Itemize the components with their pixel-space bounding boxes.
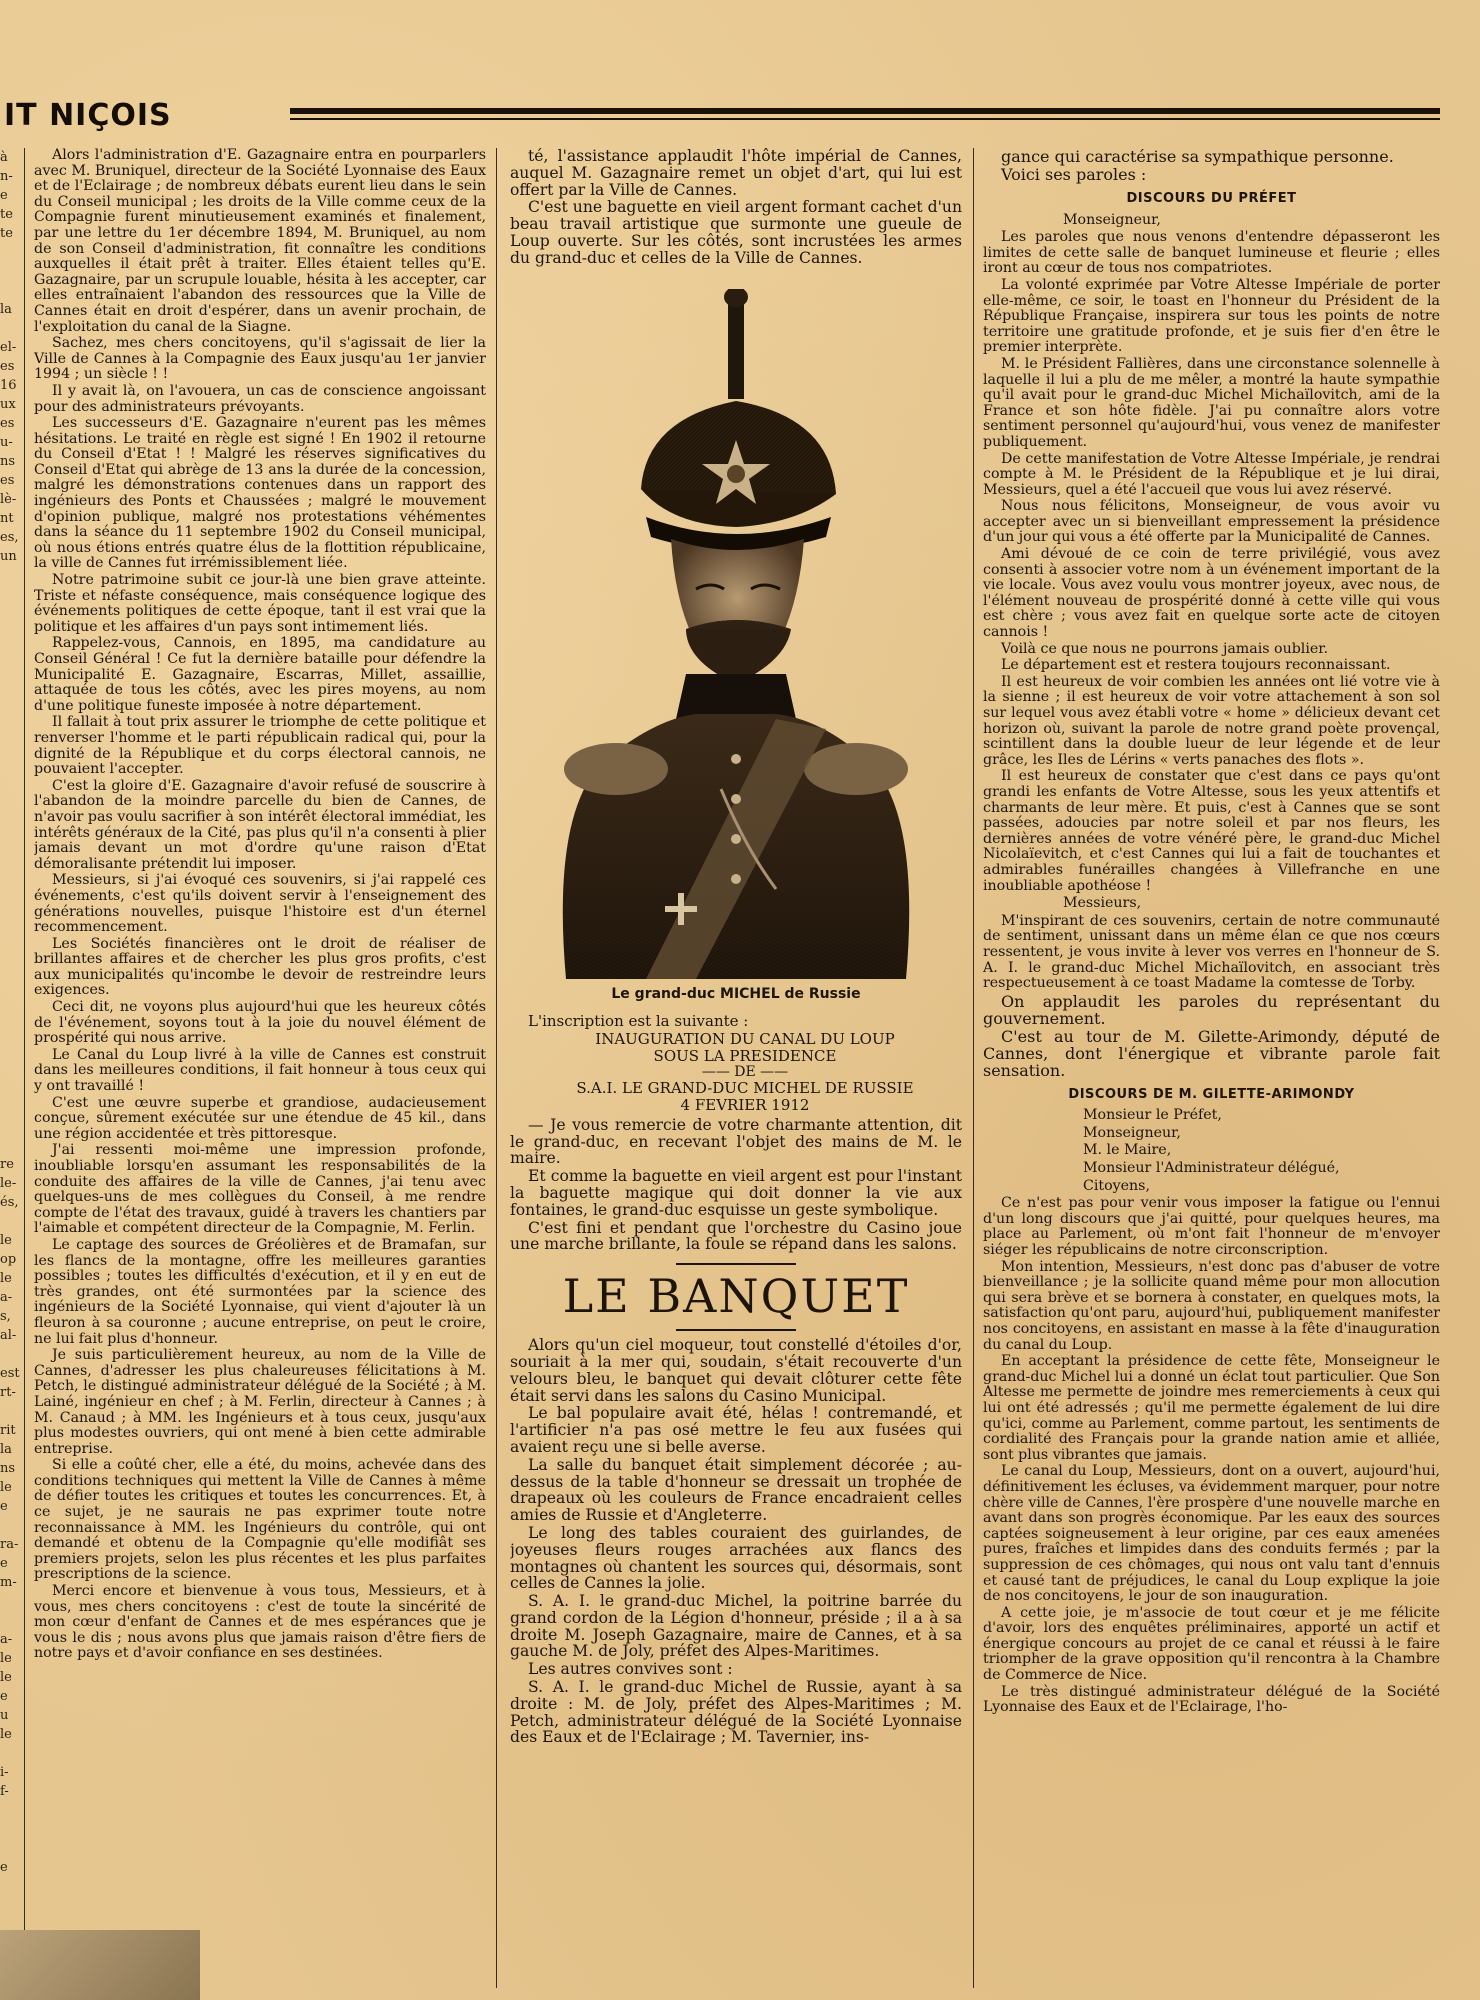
edge-fragment: [0, 813, 20, 832]
section-rule: [676, 1263, 796, 1265]
edge-fragment: [0, 319, 20, 338]
speech-heading-prefet: DISCOURS DU PRÉFET: [1126, 191, 1297, 206]
edge-fragment: [0, 1839, 20, 1858]
edge-fragment: lè-: [0, 492, 17, 507]
edge-fragment: es,: [0, 530, 19, 545]
edge-fragment: [0, 737, 20, 756]
edge-fragment: le: [0, 1233, 12, 1248]
edge-fragment: 16: [0, 378, 17, 393]
article-paragraph: C'est la gloire d'E. Gazagnaire d'avoir refusé de souscrire à l'abandon de la moindre parcelle du bien de Cannes, de n'avoir pas voulu sacrifier à son intérêt électoral immédiat, les intérêts généraux de la Cité, pas plus qu'il n'a consenti à plier jamais devant un mot d'ordre qu'une raison d'Etat démoralisante prétendit lui imposer.: [34, 777, 486, 872]
edge-fragment: [0, 1820, 20, 1839]
edge-fragment: le: [0, 1480, 12, 1495]
article-paragraph: S. A. I. le grand-duc Michel, la poitrine barrée du grand cordon de la Légion d'honneur, préside ; il a à sa droite M. Joseph Gazagnaire, maire de Cannes, et à sa gauche M. de Joly, préfet des Alpes-Maritimes.: [510, 1592, 962, 1661]
edge-fragment: [0, 1098, 20, 1117]
speech-paragraph: Les paroles que nous venons d'entendre dépasseront les limites de cette salle de banquet lumineuse et fleurie ; elles iront au cœur de tous nos compatriotes.: [983, 229, 1440, 277]
edge-fragment: [0, 566, 20, 585]
edge-fragment: f-: [0, 1784, 9, 1799]
salutation: Monseigneur,: [1063, 211, 1161, 228]
article-paragraph: La salle du banquet était simplement décorée ; au-dessus de la table d'honneur se dressait un trophée de drapeaux où les couleurs de France encadraient celles amies de Russie et d'Angleterre.: [510, 1455, 962, 1525]
edge-fragment: [0, 243, 20, 262]
portrait-engraving: [546, 289, 926, 979]
speech-paragraph: M'inspirant de ces souvenirs, certain de notre communauté de sentiment, unissant dans un même élan ce que nos cœurs ressentent, je vous invite à lever vos verres en l'honneur de S. A. I. le grand-duc Michel Michaïlovitch, en associant très respectueusement à ce toast Madame la comtesse de Torby.: [983, 912, 1440, 992]
edge-fragment: u: [0, 1708, 9, 1723]
salutation: Citoyens,: [1083, 1177, 1150, 1194]
edge-fragment: rt-: [0, 1385, 16, 1400]
edge-fragment: op: [0, 1252, 17, 1267]
edge-fragment: el-: [0, 340, 17, 355]
edge-fragment: [0, 1611, 20, 1630]
edge-fragment: ux: [0, 397, 16, 412]
inscription-de: DE: [734, 1063, 756, 1080]
speech-paragraph: La volonté exprimée par Votre Altesse Impériale de porter elle-même, ce soir, le toast en l'honneur du Président de la République Française, inspirera sur tous les points de notre territoire une gratitude profonde, et je suis fier d'en être le premier interprète.: [983, 276, 1440, 356]
edge-fragment: nt: [0, 511, 14, 526]
speech-paragraph: De cette manifestation de Votre Altesse Impériale, je rendrai compte à M. le Président de la République et je lui dirai, Messieurs, quel a été l'accueil que vous lui avez réservé.: [983, 450, 1440, 498]
inscription-date: 4 FEVRIER 1912: [680, 1095, 810, 1114]
speech-paragraph: Ce n'est pas pour venir vous imposer la fatigue ou l'ennui d'un long discours que j'ai quitté, pour quelques heures, ma place au Parlement, où m'ont fait l'honneur de m'envoyer siéger les républicains de notre circonscription.: [983, 1195, 1440, 1259]
article-paragraph: C'est fini et pendant que l'orchestre du Casino joue une marche brillante, la foule se répand dans les salons.: [510, 1218, 962, 1254]
article-paragraph: Et comme la baguette en vieil argent est pour l'instant la baguette magique qui doit donner la vie aux fontaines, le grand-duc esquisse un geste symbolique.: [510, 1167, 962, 1219]
edge-fragment: es: [0, 416, 15, 431]
masthead-rule-thin: [290, 118, 1440, 120]
edge-fragment: s,: [0, 1309, 11, 1324]
edge-fragment: le: [0, 1271, 12, 1286]
section-headline: LE BANQUET: [562, 1269, 910, 1324]
article-paragraph: Les autres convives sont :: [528, 1660, 733, 1679]
edge-fragment: [0, 1744, 20, 1763]
speech-paragraph: Il est heureux de voir combien les années ont lié votre vie à la sienne ; il est heureux de voir votre attachement à son sol sur lequel vous avez établi votre « home » délicieux devant cet horizon où, suivant la parole de notre grand poète provençal, scintillent dans la double lueur de leur légende et de leur grâce, les Iles de Lérins « verts panaches des flots ».: [983, 673, 1440, 768]
article-paragraph: Le captage des sources de Gréolières et de Bramafan, sur les flancs de la montagne, offre les meilleures garanties possibles ; toutes les difficultés d'exécution, et il y en eut de très grandes, ont été surmontées par la science des ingénieurs de la Société Lyonnaise, qui vient d'ajouter là un fleuron à sa couronne ; aucune entreprise, on peut le croire, ne lui fait plus d'honneur.: [34, 1236, 486, 1347]
edge-fragment: [0, 908, 20, 927]
speech-paragraph: Le très distingué administrateur délégué de la Société Lyonnaise des Eaux et de l'Eclairage, l'ho-: [983, 1683, 1440, 1716]
article-paragraph: Le bal populaire avait été, hélas ! contremandé, et l'artificier n'a pas osé mettre le feu aux fusées qui avaient reçu une si belle averse.: [510, 1404, 962, 1456]
inscription-line: S.A.I. LE GRAND-DUC MICHEL DE RUSSIE: [576, 1078, 914, 1097]
article-paragraph: Si elle a coûté cher, elle a été, du moins, achevée dans des conditions techniques qui mettent la Ville de Cannes à même de défier toutes les critiques et toutes les concurrences. Et, à ce sujet, je ne saurais ne pas exprimer toute notre reconnaissance à MM. les Ingénieurs du contrôle, qui ont demandé et obtenu de la Compagnie qu'elle modifiât ses premiers projets, selon les plus récentes et les plus parfaites prescriptions de la science.: [34, 1457, 486, 1583]
column-divider: [24, 148, 25, 1988]
column-divider: [496, 148, 497, 1988]
edge-fragment: n-: [0, 169, 13, 184]
article-paragraph: Le Canal du Loup livré à la ville de Cannes est construit dans les meilleures conditions, il fait honneur à tous ceux qui y ont travaillé !: [34, 1046, 486, 1095]
edge-fragment: al-: [0, 1328, 17, 1343]
edge-fragment: [0, 1801, 20, 1820]
edge-fragment: [0, 889, 20, 908]
article-paragraph: S. A. I. le grand-duc Michel de Russie, ayant à sa droite : M. de Joly, préfet des Alpes-Maritimes ; M. Petch, administrateur délégué de la Société Lyonnaise des Eaux et de l'Eclairage ; M. Tavernier, ins-: [510, 1678, 962, 1747]
speech-paragraph: Mon intention, Messieurs, n'est donc pas d'abuser de votre bienveillance ; je la sollicite quand même pour mon allocution qui sera brève et se bornera à constater, en quelques mots, la satisfaction qu'ont paru, aujourd'hui, publiquement manifester nos concitoyens, en assistant en masse à la fête d'inauguration du canal du Loup.: [983, 1258, 1440, 1353]
article-paragraph: Voici ses paroles :: [1001, 165, 1147, 184]
edge-fragment: a-: [0, 1290, 13, 1305]
speech-paragraph: Le département est et restera toujours reconnaissant.: [1001, 657, 1391, 674]
edge-fragment: la: [0, 1442, 12, 1457]
edge-fragment: [0, 1060, 20, 1079]
edge-fragment: e: [0, 1499, 8, 1514]
edge-fragment: [0, 642, 20, 661]
edge-fragment: e: [0, 1689, 8, 1704]
article-paragraph: Alors qu'un ciel moqueur, tout constellé d'étoiles d'or, souriait à la mer qui, soudain, s'était recouverte d'un velours bleu, le banquet qui devait clôturer cette fête était servi dans les salons du Casino Municipal.: [510, 1336, 962, 1405]
grand-duke-portrait: [546, 289, 926, 979]
edge-fragment: [0, 1345, 20, 1364]
speech-paragraph: Nous nous félicitons, Monseigneur, de vous avoir vu accepter avec un si bienveillant empressement la présidence d'un jour qui vous a été offerte par la Municipalité de Cannes.: [983, 498, 1440, 546]
speech-paragraph: Voilà ce que nous ne pourrons jamais oublier.: [1001, 640, 1329, 657]
edge-fragment: [0, 832, 20, 851]
edge-fragment: le: [0, 1727, 12, 1742]
salutation: Monsieur le Préfet,: [1083, 1107, 1222, 1124]
edge-fragment: [0, 661, 20, 680]
article-paragraph: Merci encore et bienvenue à vous tous, Messieurs, et à vous, mes chers concitoyens : c'est de toute la sincérité de mon cœur d'enfant de Cannes et de mes espérances que je vous le dis ; nous avons plus que jamais raison d'être fiers de notre pays et d'avoir confiance en ses destinées.: [34, 1583, 486, 1662]
article-paragraph: Je suis particulièrement heureux, au nom de la Ville de Cannes, d'adresser les plus chaleureuses félicitations à M. Petch, le distingué administrateur délégué de la Société ; à M. Lainé, ingénieur en chef ; à M. Ferlin, directeur à Cannes ; à M. Canaud ; à MM. les Ingénieurs et à tous ceux, jusqu'aux plus modestes ouvriers, qui ont mené à bien cette admirable entreprise.: [34, 1347, 486, 1457]
edge-fragment: e: [0, 188, 8, 203]
edge-fragment: [0, 794, 20, 813]
speech-paragraph: A cette joie, je m'associe de tout cœur et je me félicite d'avoir, lors des enquêtes préliminaires, apporté un actif et énergique concours au projet de ce canal et réussi à le faire triompher de la grave opposition qu'il rencontra à la Chambre de Commerce de Nice.: [983, 1604, 1440, 1684]
masthead-rule: [290, 108, 1440, 114]
inscription-line: INAUGURATION DU CANAL DU LOUP: [595, 1029, 895, 1048]
edge-fragment: ra-: [0, 1537, 19, 1552]
speech-paragraph: Il est heureux de constater que c'est dans ce pays qu'ont grandi les enfants de Votre Altesse, sous les yeux attentifs et charmants de leur mère. Et puis, c'est à Cannes que se sont passées, adoucies par notre soleil et par nos fleurs, les dernières années de votre vénéré père, le grand-duc Michel Nicolaïevitch, et c'est Cannes qui lui a fait de touchantes et admirables funérailles changées à Villefranche en une inoubliable apothéose !: [983, 768, 1440, 894]
article-paragraph: Les Sociétés financières ont le droit de réaliser de brillantes affaires et de chercher les plus gros profits, c'est aux municipalités qu'incombe le devoir de restreindre leurs exigences.: [34, 935, 486, 999]
edge-fragment: a-: [0, 1632, 13, 1647]
edge-fragment: te: [0, 226, 13, 241]
edge-fragment: m-: [0, 1575, 17, 1590]
edge-fragment: ns: [0, 1461, 16, 1476]
masthead: [0, 96, 1480, 136]
edge-fragment: [0, 927, 20, 946]
adjacent-photo-fragment: [0, 1930, 200, 2000]
article-paragraph: C'est au tour de M. Gilette-Arimondy, député de Cannes, dont l'énergique et vibrante parole fait sensation.: [983, 1026, 1440, 1080]
edge-fragment: [0, 756, 20, 775]
inscription-lead: L'inscription est la suivante :: [528, 1012, 749, 1031]
column-1: [34, 148, 486, 1988]
edge-fragment: rit: [0, 1423, 16, 1438]
edge-fragment: est: [0, 1366, 20, 1381]
salutation: Monsieur l'Administrateur délégué,: [1083, 1160, 1340, 1177]
salutation: Messieurs,: [1063, 895, 1142, 912]
edge-fragment: [0, 623, 20, 642]
edge-fragment: [0, 1117, 20, 1136]
article-paragraph: Il y avait là, on l'avouera, un cas de conscience angoissant pour des administrateurs prévoyants.: [34, 382, 486, 415]
article-paragraph: Les successeurs d'E. Gazagnaire n'eurent pas les mêmes hésitations. Le traité en règle est signé ! En 1902 il retourne du Conseil d'Etat ! ! Malgré les réserves significatives du Conseil d'Etat qui abrège de 13 ans la durée de la concession, malgré les démonstrations contenues dans un rapport des ingénieurs des Ponts et Chaussées ; malgré le mouvement d'opinion publique, malgré nos protestations véhémentes dans la séance du 11 septembre 1902 du Conseil municipal, où nous étions entrés quatre élus de la flottition républicaine, la ville de Cannes fut irrémissiblement liée.: [34, 415, 486, 572]
edge-fragment: [0, 1402, 20, 1421]
edge-fragment: [0, 1079, 20, 1098]
edge-fragment: [0, 1022, 20, 1041]
edge-fragment: te: [0, 207, 13, 222]
speech-paragraph: Le canal du Loup, Messieurs, dont on a ouvert, aujourd'hui, définitivement les écluses, va évidemment marquer, pour notre chère ville de Cannes, l'ère prospère d'une nouvelle marche en avant dans son progrès économique. Par les eaux des sources captées soigneusement à leur origine, par ces eaux amenées pures, fraîches et limpides dans des conduits fermés ; par la suppression de ces chômages, qui nous ont valu tant d'ennuis et causé tant de préjudices, le canal du Loup explique la joie de nos concitoyens, le jour de son inauguration.: [983, 1463, 1440, 1605]
article-paragraph: C'est une baguette en vieil argent formant cachet d'un beau travail artistique que surmonte une gueule de Loup ouverte. Sur les côtés, sont incrustées les armes du grand-duc et celles de la Ville de Cannes.: [510, 198, 962, 267]
edge-fragment: [0, 775, 20, 794]
column-2: [510, 148, 962, 1988]
article-paragraph: C'est une œuvre superbe et grandiose, audacieusement conçue, sûrement exécutée sur une étendue de 45 kil., dans une région accidentée et très pittoresque.: [34, 1094, 486, 1142]
edge-fragment: és,: [0, 1195, 19, 1210]
edge-fragment: [0, 1136, 20, 1155]
article-paragraph: té, l'assistance applaudit l'hôte impérial de Cannes, auquel M. Gazagnaire remet un objet d'art, qui lui est offert par la Ville de Cannes.: [510, 148, 962, 199]
edge-fragment: [0, 680, 20, 699]
salutation: M. le Maire,: [1083, 1142, 1172, 1159]
edge-fragment: [0, 585, 20, 604]
speech-heading-depute: DISCOURS DE M. GILETTE-ARIMONDY: [1068, 1086, 1355, 1102]
edge-fragment: re: [0, 1157, 14, 1172]
newspaper-title: IT NIÇOIS: [4, 98, 172, 133]
edge-fragment: [0, 946, 20, 965]
edge-fragment: i-: [0, 1765, 9, 1780]
article-paragraph: Alors l'administration d'E. Gazagnaire entra en pourparlers avec M. Bruniquel, directeur de la Société Lyonnaise des Eaux et de l'Eclairage ; de nombreux débats eurent lieu dans le sein du Conseil municipal ; les droits de la Ville comme ceux de la Compagnie furent minutieusement examinés et finalement, par une lettre du 1er décembre 1894, M. Bruniquel, au nom de son Conseil d'administration, fit connaître les conditions auxquelles il était prêt à traiter. Elles étaient telles qu'E. Gazagnaire, par un scrupule louable, hésita à les accepter, car elles entraînaient l'abandon des ressources que la Ville de Cannes était en droit d'espérer, dans un avenir prochain, de l'exploitation du canal de la Siagne.: [34, 148, 486, 335]
edge-fragment: e: [0, 1556, 8, 1571]
edge-fragment: [0, 262, 20, 281]
speech-paragraph: En acceptant la présidence de cette fête, Monseigneur le grand-duc Michel lui a donné un éclat tout particulier. Que Son Altesse me permette de joindre mes remerciements à ceux qui lui ont été adressés ; qu'il me permette également de lui dire qu'ici, comme au Parlement, comme partout, les sentiments de cordialité des Français pour la grande nation amie et alliée, sont plus vibrantes que jamais.: [983, 1353, 1440, 1463]
edge-fragment: [0, 1592, 20, 1611]
article-paragraph: Ceci dit, ne voyons plus aujourd'hui que les heureux côtés de l'événement, soyons tout à la joie du nouvel élément de prospérité qui nous arrive.: [34, 999, 486, 1047]
edge-fragment: [0, 281, 20, 300]
edge-fragment: à: [0, 150, 8, 165]
article-paragraph: Le long des tables couraient des guirlandes, de joyeuses fleurs rouges arrachées aux flancs des montagnes où chantent les sources qui, désormais, sont celles de Cannes la jolie.: [510, 1523, 962, 1593]
edge-fragment: la: [0, 302, 12, 317]
speech-paragraph: M. le Président Fallières, dans une circonstance solennelle à laquelle il lui a plu de me mêler, a montré la haute sympathie qu'il avait pour le grand-duc Michel Michaïlovitch, ami de la France et son hôte fidèle. J'ai pu connaître alors votre sentiment personnel qu'aujourd'hui, vous venez de manifester publiquement.: [983, 355, 1440, 450]
column-divider: [973, 148, 974, 1988]
edge-fragment: [0, 870, 20, 889]
edge-fragment: [0, 699, 20, 718]
article-paragraph: — Je vous remercie de votre charmante attention, dit le grand-duc, en recevant l'objet des mains de M. le maire.: [510, 1115, 962, 1168]
article-paragraph: Notre patrimoine subit ce jour-là une bien grave atteinte. Triste et néfaste conséquence, mais conséquence logique des événements politiques de cette époque, tant il est vrai que la politique et les affaires d'un pays sont intimement liés.: [34, 572, 486, 635]
edge-fragment: [0, 984, 20, 1003]
edge-fragment: [0, 718, 20, 737]
edge-fragment: [0, 604, 20, 623]
article-paragraph: Il fallait à tout prix assurer le triomphe de cette politique et renverser l'homme et le parti républicain radical qui, pour la dignité de la République et du corps électoral cannois, ne pouvaient l'accepter.: [34, 714, 486, 778]
inscription-line: —— DE ——: [701, 1063, 789, 1080]
edge-fragment: le: [0, 1651, 12, 1666]
speech-paragraph: Ami dévoué de ce coin de terre privilégié, vous avez consenti à associer votre nom à un événement important de la vie locale. Vous avez voulu vous montrer joyeux, avec nous, de l'élément nouveau de prospérité donné à cette ville qui vous est chère ; vous avez fait en quelque sorte acte de citoyen cannois !: [983, 546, 1440, 641]
edge-fragment: e: [0, 1860, 8, 1875]
edge-fragment: ns: [0, 454, 16, 469]
article-paragraph: Messieurs, si j'ai évoqué ces souvenirs, si j'ai rappelé ces événements, c'est qu'ils doivent servir à l'enseignement des générations nouvelles, puisque l'histoire est d'un éternel recommencement.: [34, 872, 486, 936]
article-paragraph: On applaudit les paroles du représentant du gouvernement.: [983, 991, 1440, 1028]
column-3: [983, 148, 1440, 1988]
edge-fragment: le: [0, 1670, 12, 1685]
edge-fragment: u-: [0, 435, 13, 450]
edge-fragment: [0, 1212, 20, 1231]
previous-page-edge: [0, 148, 20, 1988]
edge-fragment: le-: [0, 1176, 17, 1191]
edge-fragment: es: [0, 473, 15, 488]
section-rule: [676, 1329, 796, 1331]
edge-fragment: [0, 851, 20, 870]
edge-fragment: [0, 1041, 20, 1060]
edge-fragment: [0, 965, 20, 984]
article-paragraph: gance qui caractérise sa sympathique personne.: [1001, 148, 1394, 166]
article-paragraph: J'ai ressenti moi-même une impression profonde, inoubliable lorsqu'en assumant les responsabilités de la conduite des affaires de la ville de Cannes, j'ai tenu avec quelques-uns de mes collègues du Conseil, à me rendre compte de l'état des travaux, guidé à travers les chantiers par l'aimable et compétent directeur de la Compagnie, M. Ferlin.: [34, 1142, 486, 1237]
edge-fragment: es: [0, 359, 15, 374]
edge-fragment: un: [0, 549, 17, 564]
article-paragraph: Rappelez-vous, Cannois, en 1895, ma candidature au Conseil Général ! Ce fut la dernière bataille pour défendre la Municipalité E. Gazagnaire, Escarras, Millet, assaillie, attaquée de tous les côtés, avec les pires moyens, au nom d'une politique funeste imposée à notre département.: [34, 635, 486, 714]
inscription-line: SOUS LA PRESIDENCE: [653, 1046, 837, 1065]
portrait-caption: Le grand-duc MICHEL de Russie: [611, 985, 861, 1002]
article-paragraph: Sachez, mes chers concitoyens, qu'il s'agissait de lier la Ville de Cannes à la Compagnie des Eaux jusqu'au 1er janvier 1994 ; un siècle ! !: [34, 335, 486, 383]
edge-fragment: [0, 1516, 20, 1535]
salutation: Monseigneur,: [1083, 1124, 1181, 1141]
edge-fragment: [0, 1003, 20, 1022]
